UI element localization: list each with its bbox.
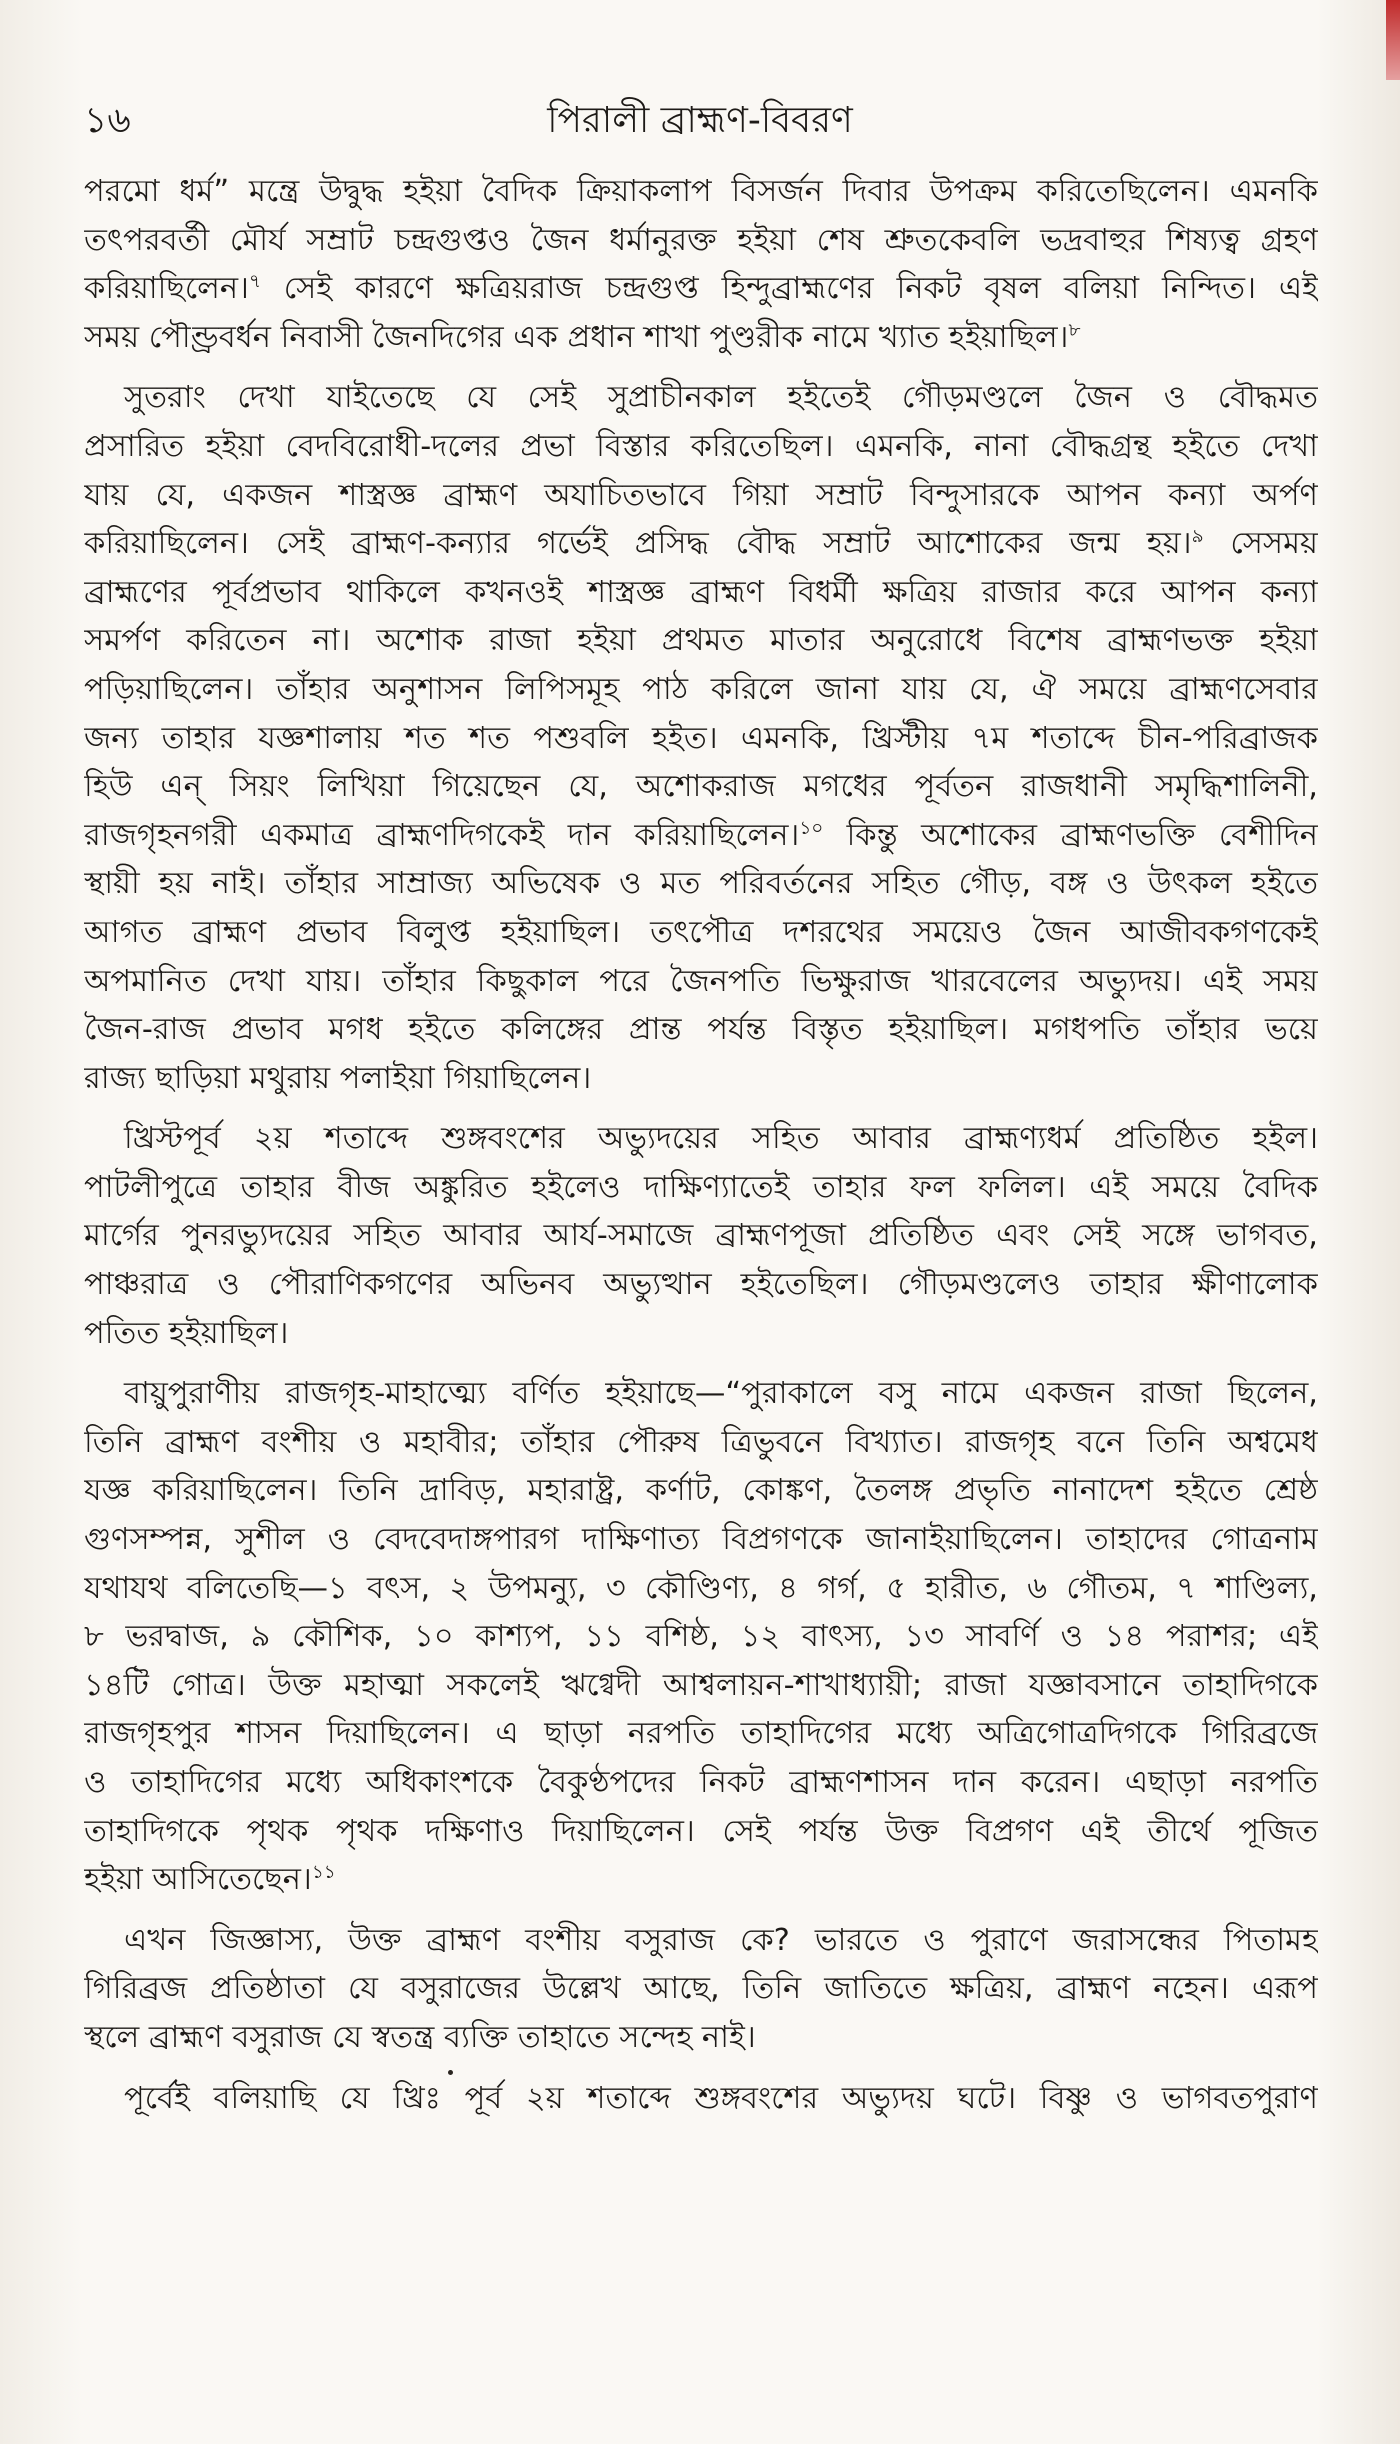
text-fragment: করিয়াছিলেন। সেই ব্রাহ্মণ-কন্যার গর্ভেই প্রসিদ্ধ বৌদ্ধ সম্রাট আশোকের জন্ম হয়। <box>84 526 1192 562</box>
text-line <box>84 314 1318 363</box>
text-fragment: কিন্তু অশোকের ব্রাহ্মণভক্তি বেশীদিন <box>823 817 1318 853</box>
page-number: ১৬ <box>84 100 131 141</box>
text-line: এখন জিজ্ঞাস্য, উক্ত ব্রাহ্মণ বংশীয় বসুরাজ কে? ভারতে ও পুরাণে জরাসন্ধের পিতামহ <box>124 1922 1318 1958</box>
text-line: ব্রাহ্মণের পূর্বপ্রভাব থাকিলে কখনওই শাস্ত্রজ্ঞ ব্রাহ্মণ বিধর্মী ক্ষত্রিয় রাজার করে আপন কন্যা <box>84 574 1318 610</box>
text-fragment: করিয়াছিলেন। <box>84 271 249 307</box>
text-line <box>84 1856 1318 1905</box>
page-edge-mark <box>1386 0 1400 80</box>
text-line <box>84 265 1318 314</box>
paragraph-5 <box>84 1917 1318 2063</box>
text-line: গিরিব্রজ প্রতিষ্ঠাতা যে বসুরাজের উল্লেখ আছে, তিনি জাতিতে ক্ষত্রিয়, ব্রাহ্মণ নহেন। এরূপ <box>84 1971 1318 2007</box>
text-line: যথাযথ বলিতেছি—১ বৎস, ২ উপমন্যু, ৩ কৌণ্ডিণ্য, ৪ গর্গ, ৫ হারীত, ৬ গৌতম, ৭ শাণ্ডিল্য, <box>84 1570 1318 1606</box>
text-line: তিনি ব্রাহ্মণ বংশীয় ও মহাবীর; তাঁহার পৌরুষ ত্রিভুবনে বিখ্যাত। রাজগৃহ বনে তিনি অশ্বমেধ <box>84 1424 1318 1460</box>
text-line: প্রসারিত হইয়া বেদবিরোধী-দলের প্রভা বিস্তার করিতেছিল। এমনকি, নানা বৌদ্ধগ্রন্থ হইতে দেখা <box>84 428 1318 464</box>
text-fragment: সময় পৌণ্ড্রবর্ধন নিবাসী জৈনদিগের এক প্রধান শাখা পুণ্ডরীক নামে খ্যাত হইয়াছিল। <box>84 319 1069 355</box>
text-line: স্থলে ব্রাহ্মণ বসুরাজ যে স্বতন্ত্র ব্যক্তি তাহাতে সন্দেহ নাই। <box>84 2019 756 2055</box>
text-line: ৮ ভরদ্বাজ, ৯ কৌশিক, ১০ কাশ্যপ, ১১ বশিষ্ঠ, ১২ বাৎস্য, ১৩ সাবর্ণি ও ১৪ পরাশর; এই <box>84 1619 1318 1655</box>
text-line: হিউ এন্ সিয়ং লিখিয়া গিয়েছেন যে, অশোকরাজ মগধের পূর্বতন রাজধানী সমৃদ্ধিশালিনী, <box>84 769 1318 805</box>
text-line: পড়িয়াছিলেন। তাঁহার অনুশাসন লিপিসমূহ পাঠ করিলে জানা যায় যে, ঐ সময়ে ব্রাহ্মণসেবার <box>84 671 1318 707</box>
text-line: খ্রিস্টপূর্ব ২য় শতাব্দে শুঙ্গবংশের অভ্যুদয়ের সহিত আবার ব্রাহ্মণ্যধর্ম প্রতিষ্ঠিত হইল। <box>124 1121 1318 1157</box>
text-line: রাজ্য ছাড়িয়া মথুরায় পলাইয়া গিয়াছিলেন। <box>84 1060 592 1096</box>
text-line: যায় যে, একজন শাস্ত্রজ্ঞ ব্রাহ্মণ অযাচিতভাবে গিয়া সম্রাট বিন্দুসারকে আপন কন্যা অর্পণ <box>84 477 1318 513</box>
text-line: তাহাদিগকে পৃথক পৃথক দক্ষিণাও দিয়াছিলেন। সেই পর্যন্ত উক্ত বিপ্রগণ এই তীর্থে পূজিত <box>84 1813 1318 1849</box>
text-line <box>84 520 1318 569</box>
text-fragment: রাজগৃহনগরী একমাত্র ব্রাহ্মণদিগকেই দান করিয়াছিলেন। <box>84 817 800 853</box>
running-title: পিরালী ব্রাহ্মণ-বিবরণ <box>547 100 853 141</box>
text-line: আগত ব্রাহ্মণ প্রভাব বিলুপ্ত হইয়াছিল। তৎপৌত্র দশরথের সময়েও জৈন আজীবকগণকেই <box>84 914 1318 950</box>
text-line: পাঞ্চরাত্র ও পৌরাণিকগণের অভিনব অভ্যুত্থান হইতেছিল। গৌড়মণ্ডলেও তাহার ক্ষীণালোক <box>84 1267 1318 1303</box>
body-text <box>84 168 1318 2135</box>
page-header <box>84 96 1316 146</box>
text-line: ও তাহাদিগের মধ্যে অধিকাংশকে বৈকুণ্ঠপদের নিকট ব্রাহ্মণশাসন দান করেন। এছাড়া নরপতি <box>84 1765 1318 1800</box>
paragraph-3 <box>84 1115 1318 1358</box>
paragraph-1 <box>84 168 1318 362</box>
footnote-marker: ৯ <box>1191 526 1204 547</box>
paragraph-4 <box>84 1370 1318 1905</box>
text-fragment: হইয়া আসিতেছেন। <box>84 1862 312 1898</box>
text-fragment: সেসময় <box>1203 526 1318 562</box>
text-line: স্থায়ী হয় নাই। তাঁহার সাম্রাজ্য অভিষেক ও মত পরিবর্তনের সহিত গৌড়, বঙ্গ ও উৎকল হইতে <box>84 866 1318 902</box>
text-line: ১৪টি গোত্র। উক্ত মহাত্মা সকলেই ঋগ্বেদী আশ্বলায়ন-শাখাধ্যায়ী; রাজা যজ্ঞাবসানে তাহাদিগকে <box>84 1667 1318 1703</box>
text-line: পতিত হইয়াছিল। <box>84 1315 289 1351</box>
text-line: জন্য তাহার যজ্ঞশালায় শত শত পশুবলি হইত। এমনকি, খ্রিস্টীয় ৭ম শতাব্দে চীন-পরিব্রাজক <box>84 720 1318 756</box>
text-line: পরমো ধর্ম” মন্ত্রে উদ্বুদ্ধ হইয়া বৈদিক ক্রিয়াকলাপ বিসর্জন দিবার উপক্রম করিতেছিলেন। এমনকি <box>84 174 1318 209</box>
text-line: রাজগৃহপুর শাসন দিয়াছিলেন। এ ছাড়া নরপতি তাহাদিগের মধ্যে অত্রিগোত্রদিগকে গিরিব্রজে <box>84 1716 1318 1752</box>
text-line: জৈন-রাজ প্রভাব মগধ হইতে কলিঙ্গের প্রান্ত পর্যন্ত বিস্তৃত হইয়াছিল। মগধপতি তাঁহার ভয়ে <box>84 1012 1318 1048</box>
text-fragment: সেই কারণে ক্ষত্রিয়রাজ চন্দ্রগুপ্ত হিন্দুব্রাহ্মণের নিকট বৃষল বলিয়া নিন্দিত। এই <box>260 271 1318 307</box>
footnote-marker: ৭ <box>248 271 261 293</box>
paragraph-6 <box>84 2075 1318 2124</box>
text-line: যজ্ঞ করিয়াছিলেন। তিনি দ্রাবিড়, মহারাষ্ট্র, কর্ণাট, কোঙ্কণ, তৈলঙ্গ প্রভৃতি নানাদেশ হইতে শ্রেষ্ঠ <box>84 1473 1318 1509</box>
text-line <box>84 812 1318 861</box>
text-line: গুণসম্পন্ন, সুশীল ও বেদবেদাঙ্গপারগ দাক্ষিণাত্য বিপ্রগণকে জানাইয়াছিলেন। তাহাদের গোত্রনাম <box>84 1522 1318 1558</box>
footnote-marker: ১০ <box>799 817 824 839</box>
footnote-marker: ৮ <box>1068 319 1081 341</box>
text-line: তৎপরবর্তী মৌর্য সম্রাট চন্দ্রগুপ্তও জৈন ধর্মানুরক্ত হইয়া শেষ শ্রুতকেবলি ভদ্রবাহুর শিষ্যত্ব গ্রহণ <box>84 222 1318 258</box>
text-line: সমর্পণ করিতেন না। অশোক রাজা হইয়া প্রথমত মাতার অনুরোধে বিশেষ ব্রাহ্মণভক্ত হইয়া <box>84 623 1318 659</box>
text-line: মার্গের পুনরভ্যুদয়ের সহিত আবার আর্য-সমাজে ব্রাহ্মণপূজা প্রতিষ্ঠিত এবং সেই সঙ্গে ভাগবত, <box>84 1218 1318 1254</box>
text-line: পূর্বেই বলিয়াছি যে খ্রিঃ পূর্ব ২য় শতাব্দে শুঙ্গবংশের অভ্যুদয় ঘটে। বিষ্ণু ও ভাগবতপুরাণ <box>124 2080 1318 2116</box>
text-line: অপমানিত দেখা যায়। তাঁহার কিছুকাল পরে জৈনপতি ভিক্ষুরাজ খারবেলের অভ্যুদয়। এই সময় <box>84 963 1318 999</box>
footnote-marker: ১১ <box>311 1862 336 1884</box>
text-line: বায়ুপুরাণীয় রাজগৃহ-মাহাত্ম্যে বর্ণিত হইয়াছে—“পুরাকালে বসু নামে একজন রাজা ছিলেন, <box>124 1376 1318 1412</box>
text-line: সুতরাং দেখা যাইতেছে যে সেই সুপ্রাচীনকাল হইতেই গৌড়মণ্ডলে জৈন ও বৌদ্ধমত <box>124 380 1318 416</box>
ink-speck <box>448 2070 453 2075</box>
paragraph-2 <box>84 374 1318 1103</box>
text-line: পাটলীপুত্রে তাহার বীজ অঙ্কুরিত হইলেও দাক্ষিণ্যাতেই তাহার ফল ফলিল। এই সময়ে বৈদিক <box>84 1169 1318 1205</box>
